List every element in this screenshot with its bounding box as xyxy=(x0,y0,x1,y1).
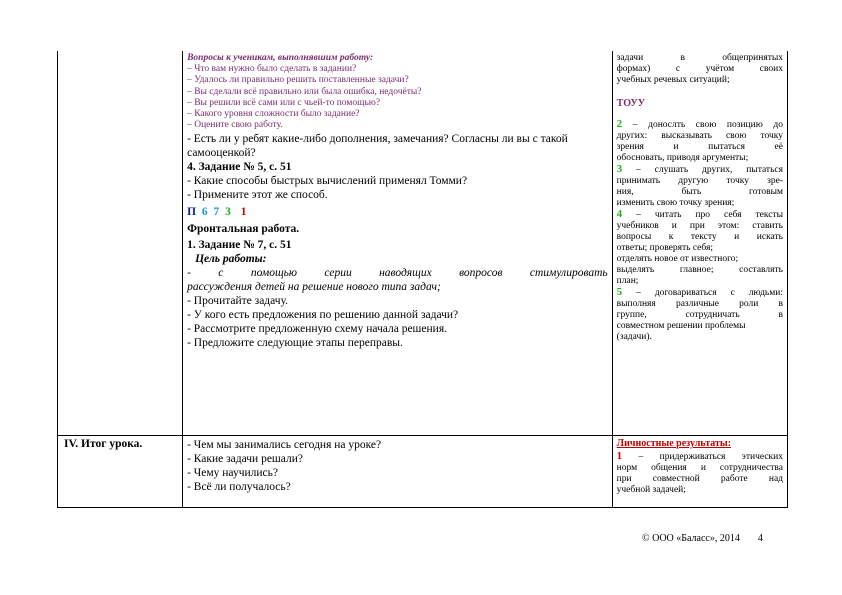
item-number: 3 xyxy=(616,163,623,175)
item-text: – придерживаться этических xyxy=(638,452,783,462)
stage-title: IV. Итог урока. xyxy=(64,438,143,450)
task-4-question: - Какие способы быстрых вычислений применял Томми? xyxy=(187,174,468,187)
result-item xyxy=(617,164,783,209)
result-item xyxy=(617,119,783,164)
results-cell xyxy=(612,51,787,436)
item-text: – читать про себя тексты xyxy=(636,210,783,220)
item-number: 2 xyxy=(616,118,623,130)
item-text: при совместной работе над xyxy=(616,474,783,484)
frontal-work-title: Фронтальная работа. xyxy=(187,222,300,235)
questions-heading: Вопросы к ученикам, выполнявшим работу: xyxy=(187,53,374,63)
stage-cell xyxy=(58,436,183,508)
stage-cell-empty xyxy=(58,51,183,436)
item-text: ния, быть готовым xyxy=(616,187,783,197)
additions-text: - Есть ли у ребят какие-либо дополнения, замечания? Согласны ли вы с такой самооценкой? xyxy=(187,132,568,159)
item-text: вопросы к тексту и искать xyxy=(616,232,783,242)
table-row xyxy=(58,436,788,508)
right-text-line: формах) с учётом своих xyxy=(616,64,783,74)
item-text: (задачи). xyxy=(616,332,652,342)
item-number: 5 xyxy=(616,286,623,298)
task-1-title: 1. Задание № 7, с. 51 xyxy=(187,238,292,251)
task-4-question: - Примените этот же способ. xyxy=(187,188,328,201)
item-text: изменить свою точку зрения; xyxy=(616,198,735,208)
copyright-text: © ООО «Баласс», 2014 xyxy=(642,533,740,544)
item-text: выполняя различные роли в xyxy=(616,299,783,309)
summary-question: - Чем мы занимались сегодня на уроке? xyxy=(187,439,382,451)
skill-code: 1 xyxy=(240,205,247,218)
question-item: – Оцените свою работу. xyxy=(187,120,283,131)
item-text: совместном решении проблемы xyxy=(616,321,746,331)
item-text: обосновать, приводя аргументы; xyxy=(616,153,749,163)
goal-label: Цель работы: xyxy=(195,252,267,265)
goal-text: - с помощью серии наводящих вопросов стимулировать xyxy=(187,266,608,279)
skill-code: 6 xyxy=(201,205,208,218)
item-text: зрения и пытаться её xyxy=(616,142,783,152)
skill-code: 7 xyxy=(213,205,220,218)
summary-question: - Какие задачи решали? xyxy=(187,453,303,465)
result-item xyxy=(617,209,783,287)
summary-question: - Чему научились? xyxy=(187,467,278,479)
item-text: других: высказывать свою точку xyxy=(616,131,783,141)
activity-cell xyxy=(183,51,613,436)
question-item: – Вы сделали всё правильно или была ошибка, недочёты? xyxy=(187,86,422,97)
table-row xyxy=(58,51,788,436)
skill-code: 3 xyxy=(225,205,231,218)
item-text: – договариваться с людьми: xyxy=(636,288,783,298)
personal-results-heading: Личностные результаты: xyxy=(616,438,732,449)
item-text: принимать другую точку зре- xyxy=(616,176,783,186)
step-item: - Предложите следующие этапы переправы. xyxy=(187,336,403,349)
toyy-heading: ТОУУ xyxy=(616,98,646,109)
question-item: – Вы решили всё сами или с чьей-то помощью? xyxy=(187,97,381,108)
item-text: учебников и при этом: ставить xyxy=(616,221,783,231)
question-item: – Что вам нужно было сделать в задании? xyxy=(187,64,357,74)
item-text: отделять новое от известного; xyxy=(616,254,739,264)
page-footer xyxy=(642,533,763,544)
question-item: – Какого уровня сложности было задание? xyxy=(187,109,360,120)
right-text-line: учебных речевых ситуаций; xyxy=(616,75,730,85)
step-item: - Прочитайте задачу. xyxy=(187,294,289,307)
item-text: ответы; проверять себя; xyxy=(616,243,713,253)
item-text: группе, сотрудничать в xyxy=(616,310,783,320)
item-text: план; xyxy=(616,276,639,286)
step-item: - У кого есть предложения по решению данной задачи? xyxy=(187,308,459,321)
summary-question: - Всё ли получалось? xyxy=(187,481,291,493)
task-4-title: 4. Задание № 5, с. 51 xyxy=(187,160,292,173)
lesson-table xyxy=(57,51,788,508)
item-text: норм общения и сотрудничества xyxy=(616,463,783,473)
step-item: - Рассмотрите предложенную схему начала решения. xyxy=(187,322,447,335)
goal-text: рассуждения детей на решение нового типа задач; xyxy=(187,280,441,293)
results-cell xyxy=(612,436,787,508)
skill-code: П xyxy=(187,205,197,218)
item-text: – слушать других, пытаться xyxy=(636,165,783,175)
skill-codes xyxy=(187,204,608,220)
right-text-line: задачи в общепринятых xyxy=(616,53,783,63)
item-number: 1 xyxy=(616,450,623,462)
item-number: 4 xyxy=(616,208,623,220)
item-text: учебной задачей; xyxy=(616,485,686,495)
question-item: – Удалось ли правильно решить поставленные задачи? xyxy=(187,75,409,86)
result-item xyxy=(617,287,783,343)
item-text: – донослть свою позицию до xyxy=(632,120,784,130)
item-text: выделять главное; составлять xyxy=(616,265,783,275)
page-number: 4 xyxy=(757,533,763,544)
activity-cell xyxy=(183,436,613,508)
